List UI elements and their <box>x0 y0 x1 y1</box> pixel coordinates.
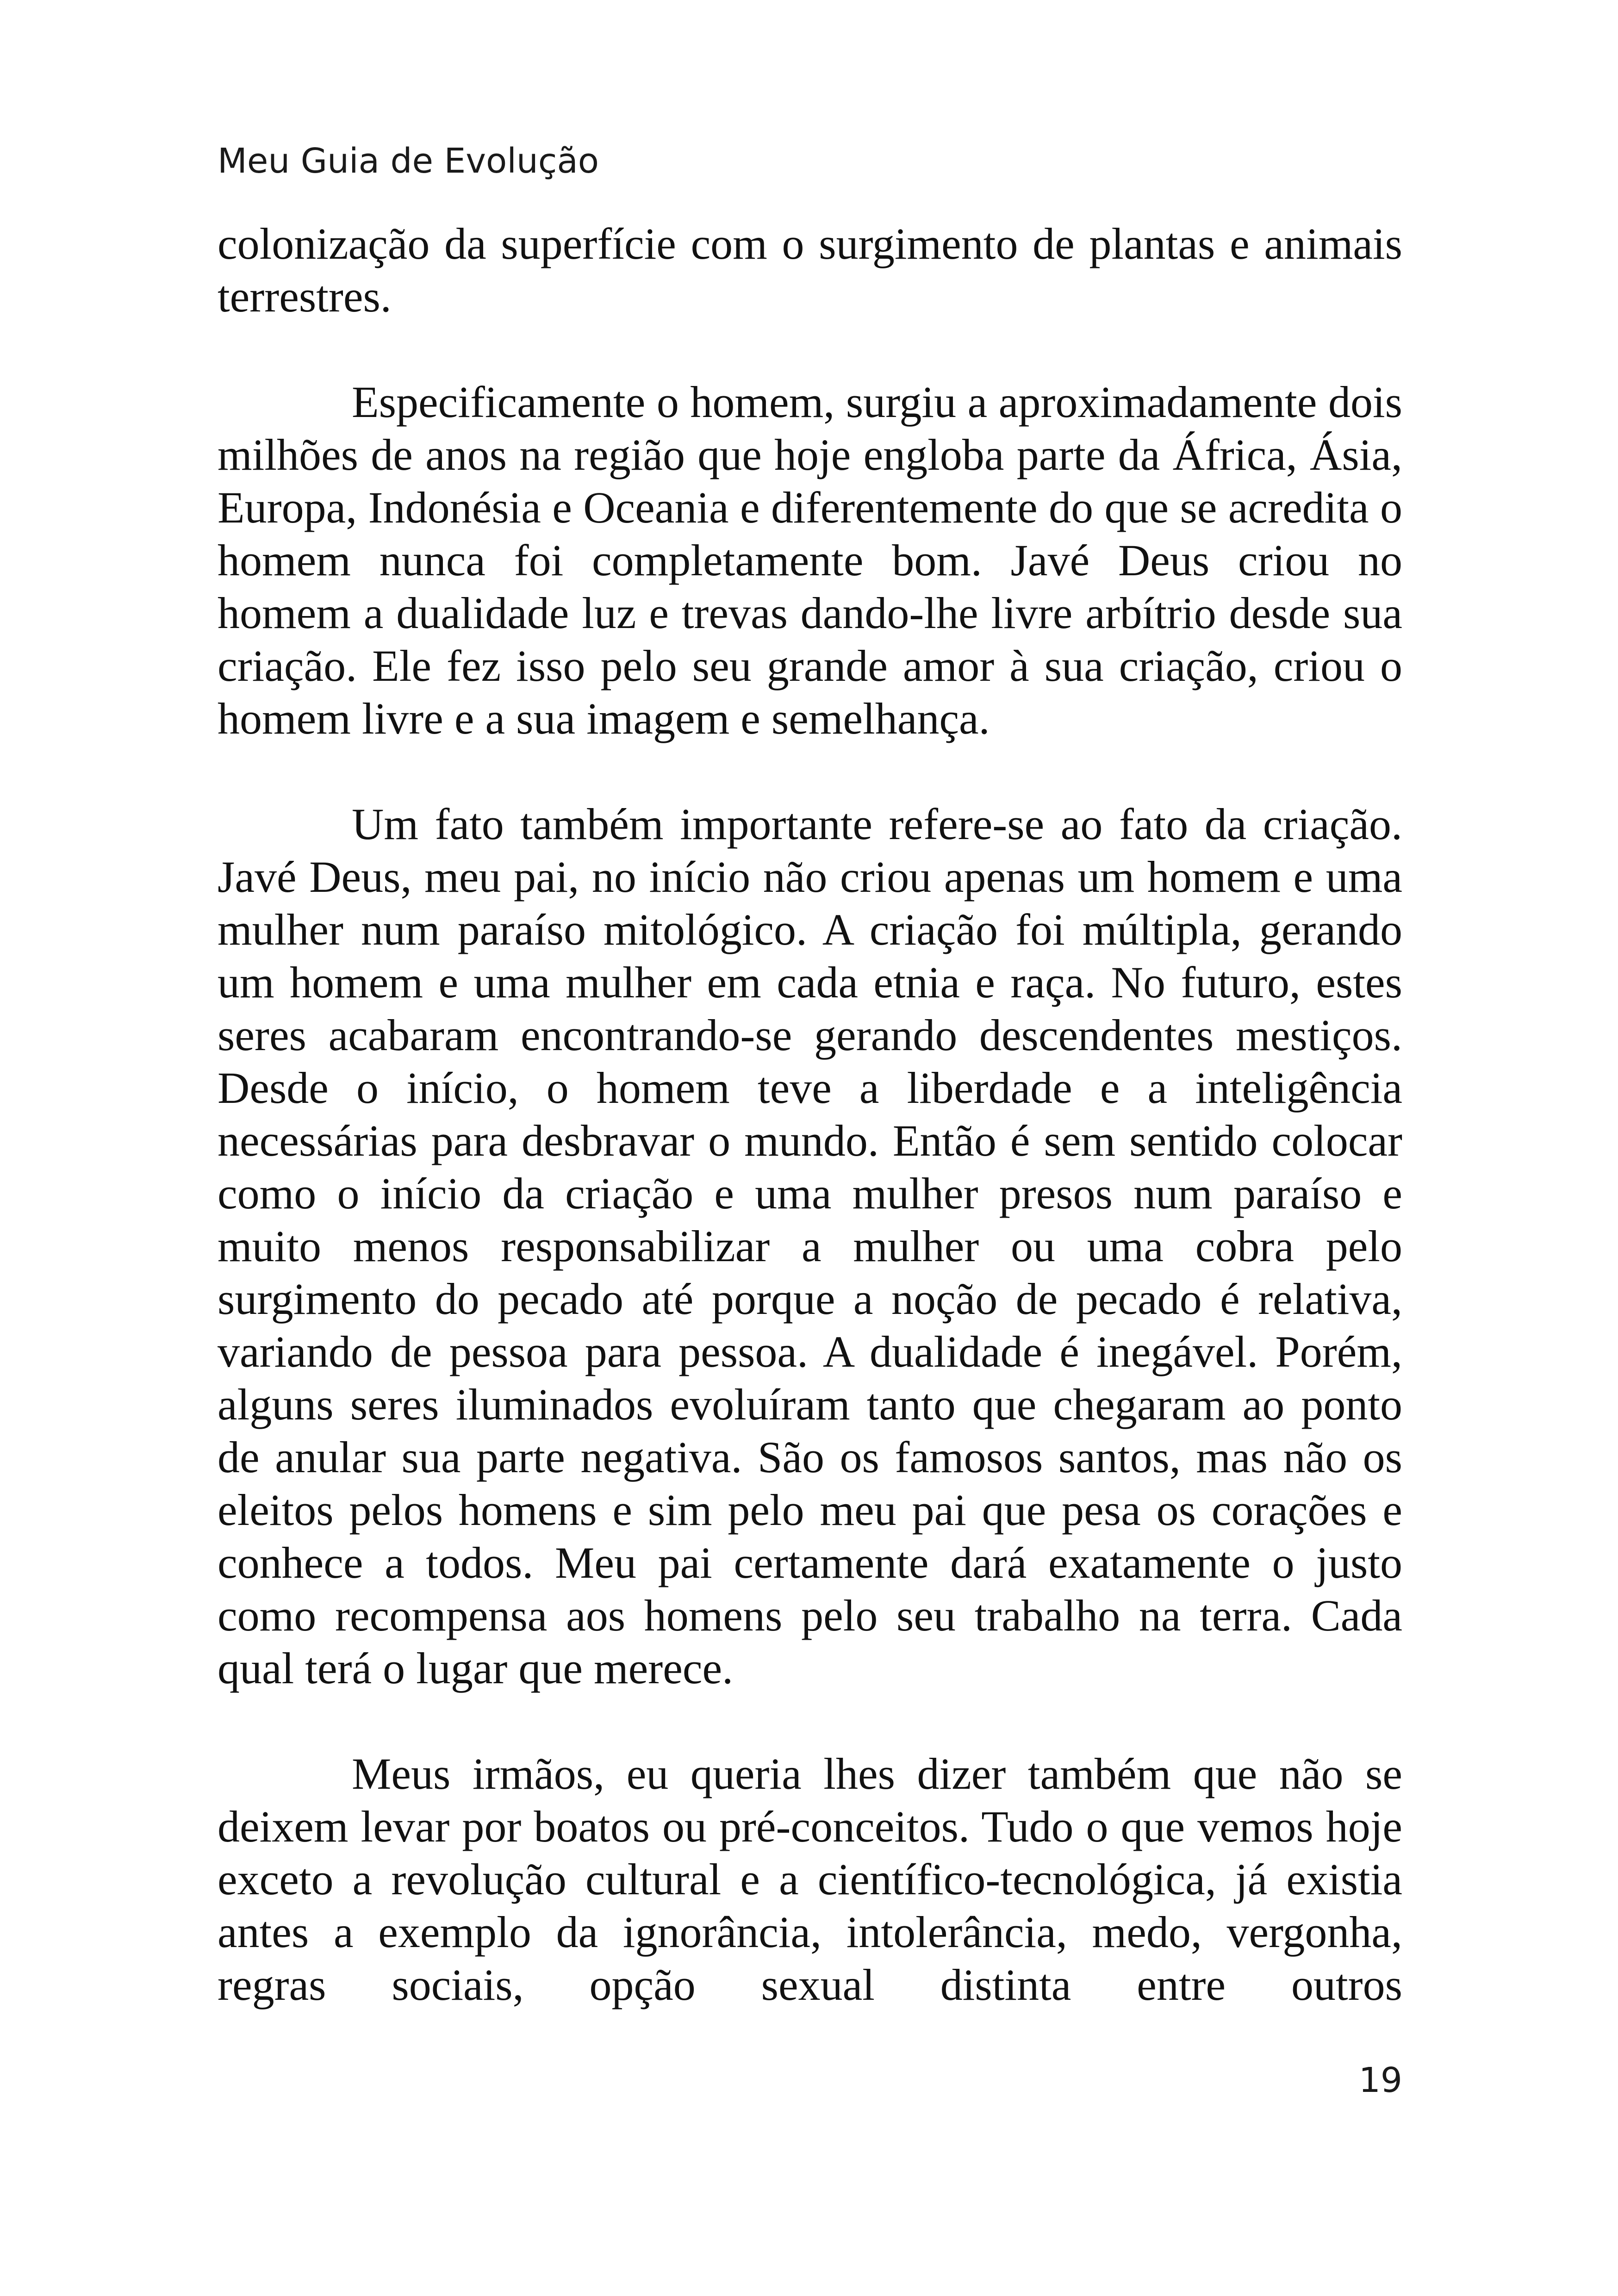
paragraph-creation: Um fato também importante refere-se ao fato da criação. Javé Deus, meu pai, no início não criou apenas um homem e uma mulher num paraíso mitológico. A criação foi múltipla, gerando um homem e uma mulher em cada etnia e raça. No futuro, estes seres acabaram encontrando-se gerando descendentes mestiços. Desde o início, o homem teve a liberdade e a inteligência necessárias para desbravar o mundo. Então é sem sentido colocar como o início da criação e uma mulher presos num paraíso e muito menos responsabilizar a mulher ou uma cobra pelo surgimento do pecado até porque a noção de pecado é relativa, variando de pessoa para pessoa. A dualidade é inegável. Porém, alguns seres iluminados evoluíram tanto que chegaram ao ponto de anular sua parte negativa. São os famosos santos, mas não os eleitos pelos homens e sim pelo meu pai que pesa os corações e conhece a todos. Meu pai certamente dará exatamente o justo como recompensa aos homens pelo seu trabalho na terra. Cada qual terá o lugar que merece. <box>218 799 1402 1693</box>
paragraph-origin-of-man: Especificamente o homem, surgiu a aproximadamente dois milhões de anos na região que hoje engloba parte da África, Ásia, Europa, Indonésia e Oceania e diferentemente do que se acredita o homem nunca foi completamente bom. Javé Deus criou no homem a dualidade luz e trevas dando-lhe livre arbítrio desde sua criação. Ele fez isso pelo seu grande amor à sua criação, criou o homem livre e a sua imagem e semelhança. <box>218 377 1402 743</box>
running-header-title: Meu Guia de Evolução <box>218 141 599 181</box>
paragraph-prejudice: Meus irmãos, eu queria lhes dizer também que não se deixem levar por boatos ou pré-conceitos. Tudo o que vemos hoje exceto a revolução cultural e a científico-tecnológica, já existia antes a exemplo da ignorância, intolerância, medo, vergonha, regras sociais, opção sexual distinta entre outros <box>218 1749 1402 2010</box>
body-text <box>218 218 1402 2011</box>
paragraph-continuation: colonização da superfície com o surgimento de plantas e animais terrestres. <box>218 219 1402 321</box>
page-number: 19 <box>1358 2060 1402 2100</box>
